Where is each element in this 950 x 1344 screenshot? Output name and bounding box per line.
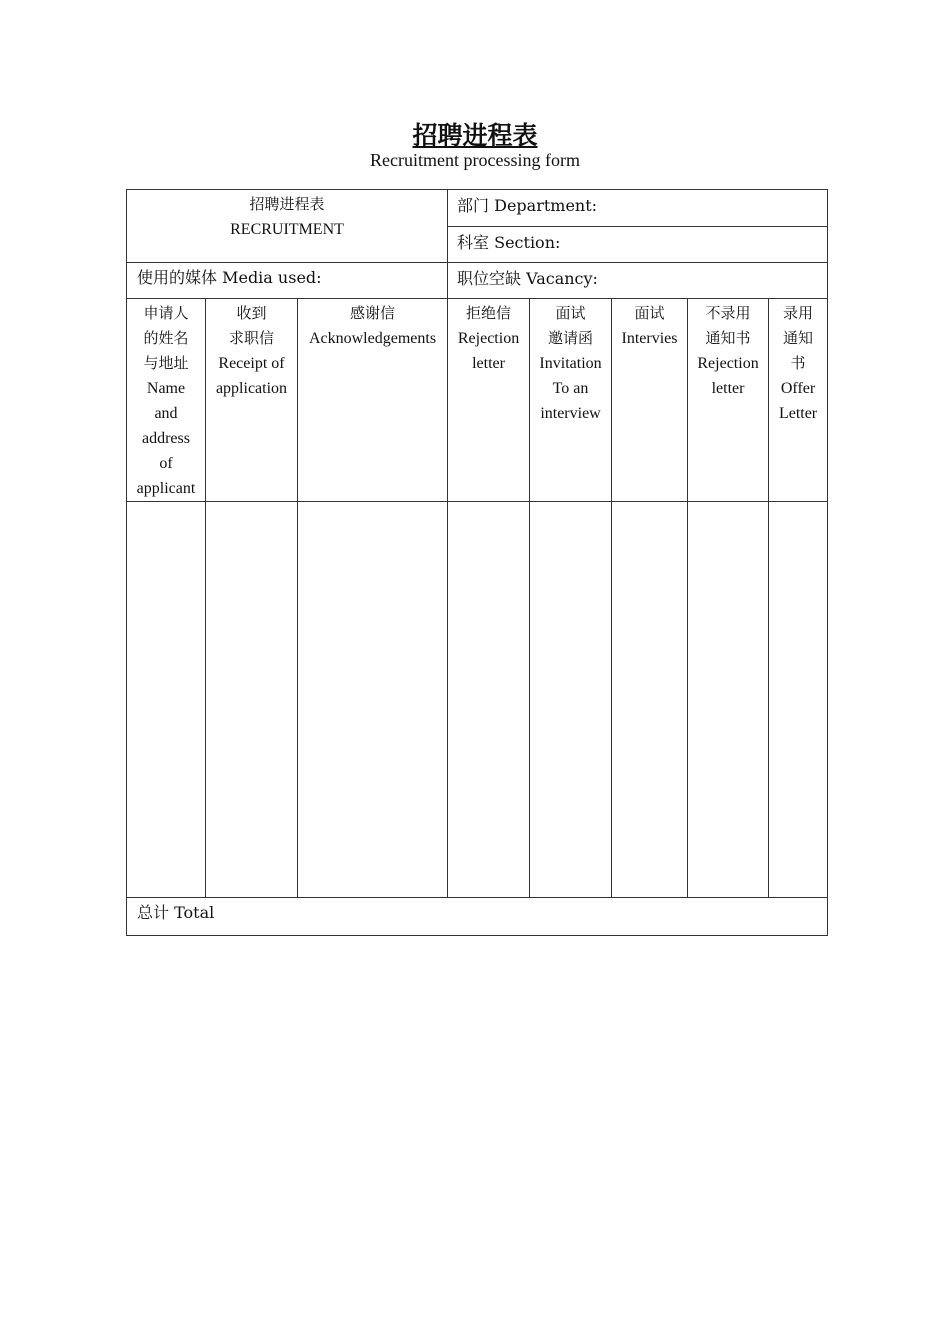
col-header-line: Intervies (621, 330, 678, 347)
col-header-line: Receipt of (218, 355, 285, 372)
section-field[interactable]: 科室 Section: (448, 227, 828, 263)
col-header-line: 拒绝信 (466, 304, 512, 322)
col-header-line: letter (711, 380, 745, 397)
col-header-line: 通知 (783, 329, 814, 347)
media-used-field[interactable]: 使用的媒体 Media used: (127, 263, 448, 299)
recruitment-form-table (126, 189, 828, 936)
total-field[interactable]: 总计 Total (127, 898, 828, 936)
col-header-line: applicant (136, 480, 196, 497)
data-cell[interactable] (206, 502, 298, 898)
column-header-row (127, 299, 828, 502)
vacancy-field[interactable]: 职位空缺 Vacancy: (448, 263, 828, 299)
col-header-line: 收到 (236, 304, 267, 322)
col-header-line: Offer (780, 380, 816, 397)
data-cell[interactable] (298, 502, 448, 898)
data-cell[interactable] (769, 502, 828, 898)
col-header-line: address (142, 430, 190, 447)
col-header-line: 求职信 (228, 329, 274, 347)
col-header-line: Letter (778, 405, 818, 422)
col-header-line: Invitation (539, 355, 602, 372)
col-header-line: and (154, 405, 178, 422)
col-header-line: Name (146, 380, 186, 397)
col-header-line: 通知书 (705, 329, 751, 347)
col-header-line: 申请人 (143, 304, 189, 322)
col-header-offer-letter (769, 299, 828, 502)
recruitment-header-cell (127, 190, 448, 263)
page-subtitle: Recruitment processing form (370, 150, 580, 170)
col-header-line: 面试 (634, 304, 665, 322)
col-header-line: 的姓名 (143, 329, 189, 347)
col-header-acknowledgements (298, 299, 448, 502)
col-header-line: 书 (790, 354, 806, 372)
col-header-non-hire-notice (688, 299, 769, 502)
department-field[interactable]: 部门 Department: (448, 190, 828, 227)
col-header-line: 感谢信 (350, 304, 396, 322)
data-cell[interactable] (127, 502, 206, 898)
page-title: 招聘进程表 (412, 121, 538, 150)
col-header-line: interview (540, 405, 601, 422)
recruitment-label-cn: 招聘进程表 (249, 195, 325, 213)
col-header-line: 不录用 (705, 304, 751, 322)
table-row (127, 502, 828, 898)
col-header-interview (612, 299, 688, 502)
col-header-interview-invitation (530, 299, 612, 502)
col-header-receipt (206, 299, 298, 502)
col-header-line: Rejection (697, 355, 759, 372)
col-header-line: letter (472, 355, 505, 372)
col-header-line: To an (552, 380, 589, 397)
data-cell[interactable] (612, 502, 688, 898)
col-header-line: Rejection (457, 330, 520, 347)
data-cell[interactable] (448, 502, 530, 898)
col-header-line: of (159, 455, 173, 472)
col-header-line: 邀请函 (548, 329, 594, 347)
col-header-applicant (127, 299, 206, 502)
col-header-line: 面试 (555, 304, 586, 322)
col-header-line: 与地址 (143, 354, 189, 372)
col-header-rejection-letter (448, 299, 530, 502)
col-header-line: 录用 (783, 304, 814, 322)
recruitment-label-en: RECRUITMENT (230, 221, 344, 238)
col-header-line: Acknowledgements (308, 330, 437, 347)
data-cell[interactable] (688, 502, 769, 898)
col-header-line: application (215, 380, 288, 397)
data-cell[interactable] (530, 502, 612, 898)
